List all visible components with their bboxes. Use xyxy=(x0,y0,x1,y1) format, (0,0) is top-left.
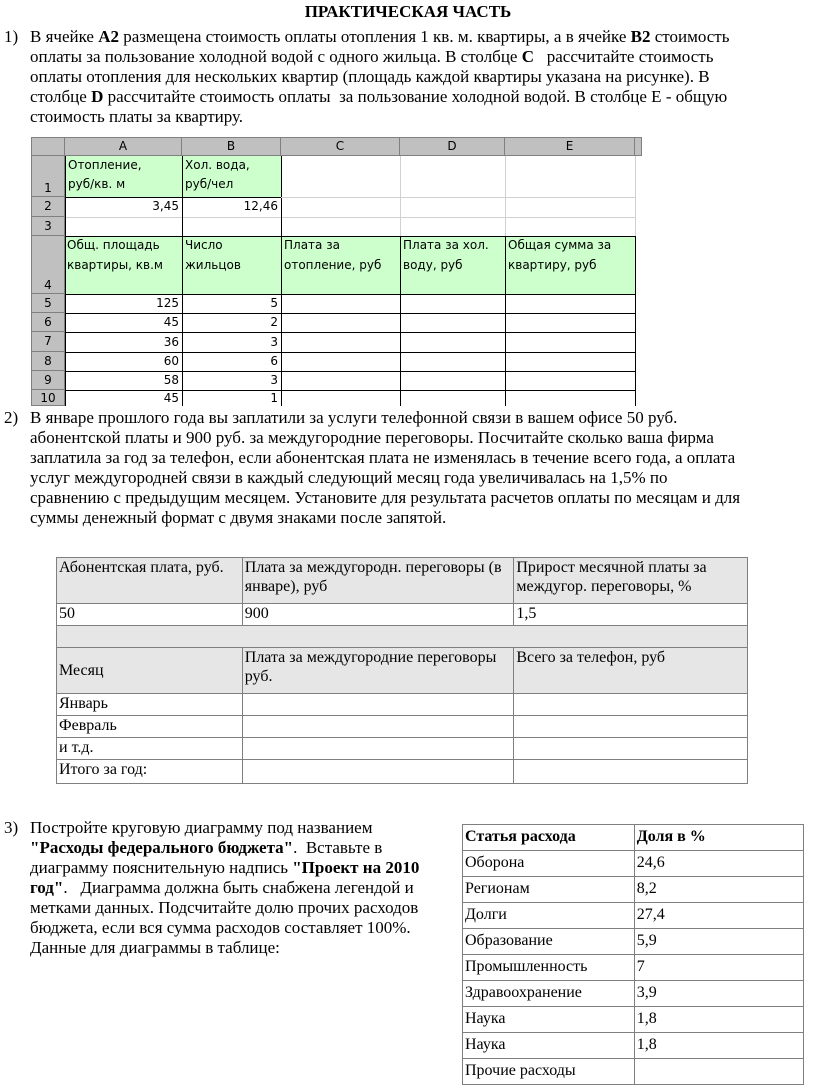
row-header-5: 5 xyxy=(32,294,65,313)
row-header-10: 10 xyxy=(32,390,65,406)
phone-bill-table xyxy=(56,557,748,784)
cell-d4-line1: Плата за хол. xyxy=(403,238,489,252)
task-2-text xyxy=(30,408,740,528)
column-header-e: E xyxy=(505,138,635,156)
expense-item: Промышленность xyxy=(463,955,635,981)
cell-c4-line1: Плата за xyxy=(284,238,340,252)
expense-share: 5,9 xyxy=(634,929,803,955)
cell-a8: 60 xyxy=(163,354,179,368)
column-header-filler xyxy=(635,138,642,156)
empty-cell xyxy=(242,716,514,738)
bold-term: год" xyxy=(30,878,64,897)
header-longdistance-january: Плата за междугородн. переговоры (в январе), руб xyxy=(242,558,514,604)
cell-b10: 1 xyxy=(270,391,278,405)
task-1-number: 1) xyxy=(4,27,19,46)
cell-a6: 45 xyxy=(163,315,179,329)
cell-b8: 6 xyxy=(270,354,278,368)
task-3-text xyxy=(30,818,419,958)
cell-b9: 3 xyxy=(270,373,278,387)
task-3-line: Постройте круговую диаграмму под названием xyxy=(30,818,373,837)
header-total-phone: Всего за телефон, руб xyxy=(514,648,748,694)
expense-share: 24,6 xyxy=(634,851,803,877)
task-3 xyxy=(0,818,450,963)
cell-b4-line2: жильцов xyxy=(185,258,241,272)
empty-cell xyxy=(514,716,748,738)
header-expense-item: Статья расхода xyxy=(463,825,635,851)
budget-table xyxy=(462,824,804,1085)
cell-a1-line2: руб/кв. м xyxy=(68,177,126,191)
task-2-line: абонентской платы и 900 руб. за междугородние переговоры. Посчитайте сколько ваша фирма xyxy=(30,428,714,447)
expense-share: 1,8 xyxy=(634,1007,803,1033)
spreadsheet-image xyxy=(31,137,642,406)
cell-a7: 36 xyxy=(163,335,179,349)
expense-share: 27,4 xyxy=(634,903,803,929)
task-1-line: В ячейке A2 размещена стоимость оплаты отопления 1 кв. м. квартиры, а в ячейке B2 стоимость xyxy=(30,27,730,46)
month-label: Январь xyxy=(57,694,243,716)
cell-a9: 58 xyxy=(163,373,179,387)
expense-share: 1,8 xyxy=(634,1033,803,1059)
expense-item: Оборона xyxy=(463,851,635,877)
row-header-1: 1 xyxy=(32,156,65,197)
value-subscription-fee: 50 xyxy=(57,604,243,626)
page-title: ПРАКТИЧЕСКАЯ ЧАСТЬ xyxy=(304,2,512,21)
header-share-percent: Доля в % xyxy=(634,825,803,851)
empty-cell xyxy=(514,694,748,716)
separator-row xyxy=(57,626,748,648)
bold-term: B2 xyxy=(630,27,651,46)
task-2-line: В январе прошлого года вы заплатили за услуги телефонной связи в вашем офисе 50 руб. xyxy=(30,408,678,427)
cell-b2: 12,46 xyxy=(243,199,278,213)
bold-term: C xyxy=(521,47,534,66)
cell-a4-line1: Общ. площадь xyxy=(67,238,160,252)
expense-item: Наука xyxy=(463,1007,635,1033)
task-1-line: стоимость платы за квартиру. xyxy=(30,107,244,126)
header-month: Месяц xyxy=(57,648,243,694)
cell-e4-line2: квартиру, руб xyxy=(508,258,597,272)
header-longdistance-payment: Плата за междугородние переговоры руб. xyxy=(242,648,514,694)
task-1-line: оплаты отопления для нескольких квартир (площадь каждой квартиры указана на рисунке). В xyxy=(30,67,710,86)
column-header-d: D xyxy=(400,138,505,156)
cell-b5: 5 xyxy=(270,296,278,310)
empty-cell xyxy=(514,760,748,784)
cell-a5: 125 xyxy=(156,296,179,310)
header-monthly-growth: Прирост месячной платы за междугор. переговоры, % xyxy=(514,558,748,604)
task-3-line: метками данных. Подсчитайте долю прочих расходов xyxy=(30,898,419,917)
row-header-2: 2 xyxy=(32,197,65,217)
column-header-b: B xyxy=(182,138,281,156)
task-3-line: Данные для диаграммы в таблице: xyxy=(30,938,280,957)
bold-term: A2 xyxy=(98,27,120,46)
row-header-7: 7 xyxy=(32,332,65,352)
expense-share: 8,2 xyxy=(634,877,803,903)
task-1 xyxy=(0,27,816,127)
expense-share xyxy=(634,1059,803,1085)
task-1-line: оплаты за пользование холодной водой с одного жильца. В столбце C рассчитайте стоимость xyxy=(30,47,714,66)
expense-share: 3,9 xyxy=(634,981,803,1007)
header-subscription-fee: Абонентская плата, руб. xyxy=(57,558,243,604)
task-1-text xyxy=(30,27,730,127)
task-3-line: год". Диаграмма должна быть снабжена легендой и xyxy=(30,878,414,897)
expense-item: Образование xyxy=(463,929,635,955)
cell-c4-line2: отопление, руб xyxy=(284,258,382,272)
month-label: и т.д. xyxy=(57,738,243,760)
task-3-line: бюджета, если вся сумма расходов составляет 100%. xyxy=(30,918,411,937)
empty-cell xyxy=(242,694,514,716)
empty-cell xyxy=(242,760,514,784)
expense-item: Регионам xyxy=(463,877,635,903)
cell-b7: 3 xyxy=(270,335,278,349)
task-1-line: столбце D рассчитайте стоимость оплаты за пользование холодной водой. В столбце E - общую xyxy=(30,87,728,106)
task-2-line: заплатила за год за телефон, если абонентская плата не изменялась в течение всего года, а оплата xyxy=(30,448,736,467)
cell-a2: 3,45 xyxy=(152,199,179,213)
row-header-6: 6 xyxy=(32,313,65,332)
expense-item: Долги xyxy=(463,903,635,929)
cell-b6: 2 xyxy=(270,315,278,329)
empty-cell xyxy=(242,738,514,760)
cell-e4-line1: Общая сумма за xyxy=(508,238,612,252)
task-2-line: суммы денежный формат с двумя знаками после запятой. xyxy=(30,508,447,527)
value-longdistance-january: 900 xyxy=(242,604,514,626)
expense-item: Прочие расходы xyxy=(463,1059,635,1085)
value-monthly-growth: 1,5 xyxy=(514,604,748,626)
bold-term: "Расходы федерального бюджета" xyxy=(30,838,294,857)
task-2 xyxy=(0,408,816,532)
cell-b4-line1: Число xyxy=(185,238,223,252)
bold-term: "Проект на 2010 xyxy=(292,858,420,877)
expense-share: 7 xyxy=(634,955,803,981)
select-all-corner xyxy=(32,138,65,156)
cell-b1-line2: руб/чел xyxy=(185,177,234,191)
column-header-a: A xyxy=(65,138,182,156)
expense-item: Здравоохранение xyxy=(463,981,635,1007)
row-header-4: 4 xyxy=(32,236,65,294)
row-header-8: 8 xyxy=(32,352,65,371)
task-2-line: сравнению с предыдущим месяцем. Установите для результата расчетов оплаты по месяцам и для xyxy=(30,488,741,507)
row-header-9: 9 xyxy=(32,371,65,390)
task-3-line: "Расходы федерального бюджета". Вставьте в xyxy=(30,838,383,857)
task-2-line: услуг междугородней связи в каждый следующий месяц года увеличивалась на 1,5% по xyxy=(30,468,668,487)
column-header-c: C xyxy=(281,138,400,156)
cell-a4-line2: квартиры, кв.м xyxy=(67,258,163,272)
expense-item: Наука xyxy=(463,1033,635,1059)
cell-a1-line1: Отопление, xyxy=(68,158,142,172)
year-total-label: Итого за год: xyxy=(57,760,243,784)
task-3-number: 3) xyxy=(4,818,19,837)
month-label: Февраль xyxy=(57,716,243,738)
cell-b1-line1: Хол. вода, xyxy=(185,158,250,172)
cell-a10: 45 xyxy=(163,391,179,405)
empty-cell xyxy=(514,738,748,760)
task-2-number: 2) xyxy=(4,408,19,427)
row-header-3: 3 xyxy=(32,217,65,236)
cell-d4-line2: воду, руб xyxy=(403,258,463,272)
bold-term: D xyxy=(91,87,104,106)
task-3-line: диаграмму пояснительную надпись "Проект на 2010 xyxy=(30,858,420,877)
